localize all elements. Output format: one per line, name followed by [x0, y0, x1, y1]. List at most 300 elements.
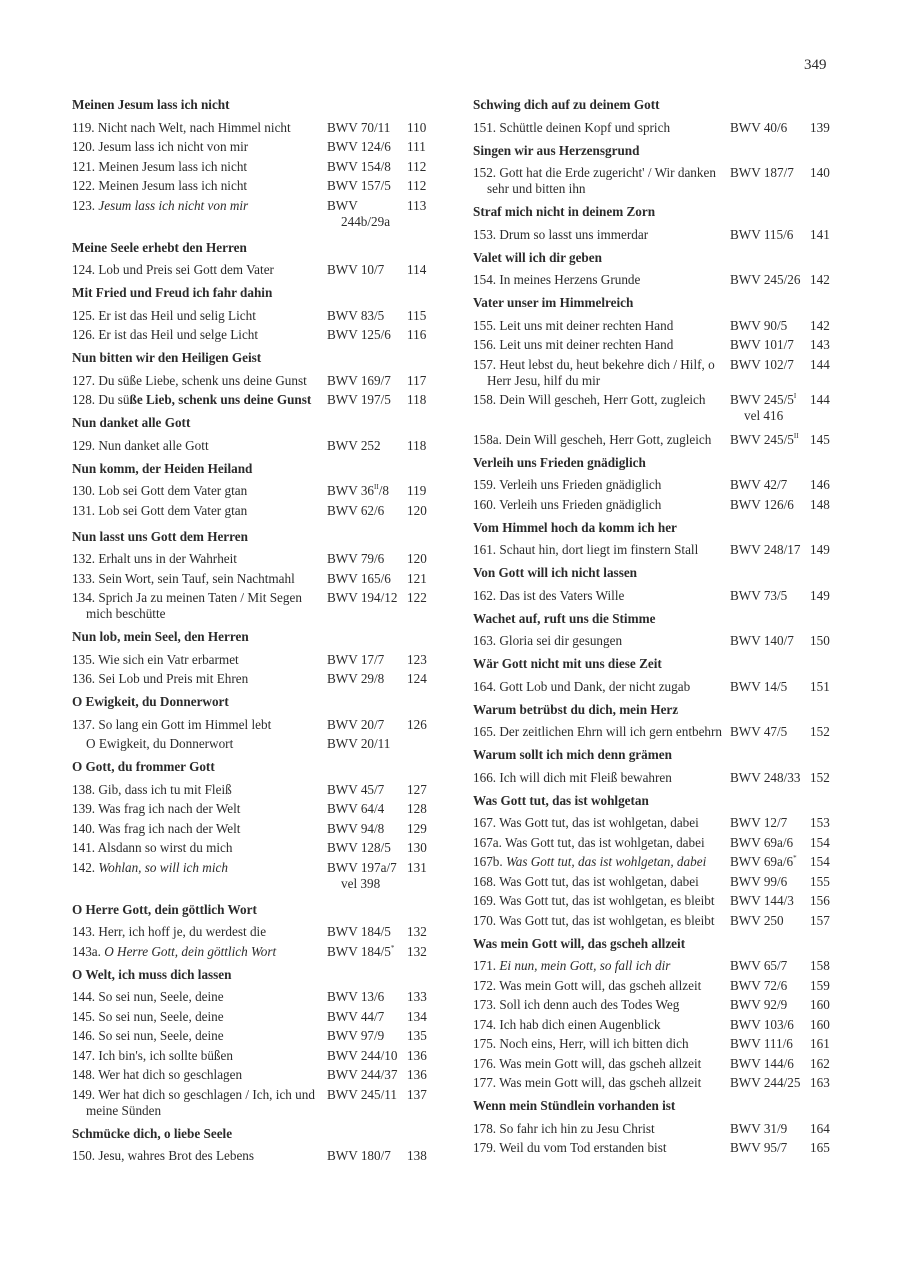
bwv-number: BWV 29/8 — [327, 671, 385, 686]
bwv-number: BWV 125/6 — [327, 327, 391, 342]
chorale-heading: Von Gott will ich nicht lassen — [473, 565, 638, 580]
index-entry — [473, 831, 835, 851]
index-entry — [473, 1137, 835, 1157]
bwv-number: BWV 14/5 — [730, 678, 788, 694]
entry-title-cell — [473, 770, 730, 786]
entry-title-cell — [72, 1028, 327, 1044]
bwv-cell — [730, 913, 810, 929]
bwv-number: BWV 79/6 — [327, 551, 385, 566]
entry-title-cell — [72, 717, 327, 733]
chorale-heading: Valet will ich dir geben — [473, 249, 602, 265]
bwv-cell — [327, 1028, 407, 1044]
entry-number: 166. — [473, 769, 497, 785]
entry-title: Erhalt uns in der Wahrheit — [98, 551, 237, 566]
chorale-section — [473, 701, 835, 741]
index-entry — [473, 334, 835, 354]
chorale-section — [72, 239, 432, 279]
index-entry — [72, 856, 432, 892]
page-reference: 162 — [810, 1055, 830, 1071]
entry-title-cell — [473, 120, 730, 136]
bwv-number: BWV 245/5 — [730, 392, 794, 407]
entry-title: Drum so lasst uns immerdar — [499, 226, 649, 242]
chorale-heading: Nun danket alle Gott — [72, 415, 191, 430]
bwv-cell — [730, 997, 810, 1013]
page-reference: 115 — [407, 307, 427, 323]
entry-number: 143. — [72, 924, 96, 939]
bwv-number: BWV 17/7 — [327, 651, 385, 667]
entry-title: Dein Will gescheh, Herr Gott, zugleich — [499, 392, 706, 407]
entry-title: Alsdann so wirst du mich — [97, 840, 233, 855]
chorale-heading: Warum betrübst du dich, mein Herz — [473, 701, 679, 717]
entry-title: So fahr ich hin zu Jesu Christ — [499, 1120, 655, 1136]
index-entry — [473, 1117, 835, 1137]
bwv-cell — [730, 770, 810, 786]
index-entry — [473, 721, 835, 741]
bwv-superscript: * — [390, 943, 395, 952]
index-entry — [72, 668, 432, 688]
bwv-cell — [327, 198, 407, 230]
entry-title-cell — [72, 944, 327, 960]
page-reference: 144 — [810, 356, 830, 372]
entry-title: Schaut hin, dort liegt im finstern Stall — [499, 542, 699, 557]
index-entry — [72, 499, 432, 519]
entry-title-cell — [72, 840, 327, 856]
entry-number: 139. — [72, 801, 96, 816]
bwv-number: BWV 47/5 — [730, 724, 788, 739]
page-reference: 112 — [407, 158, 427, 174]
bwv-number: BWV 194/12 — [327, 590, 398, 605]
bwv-second-line: vel 398 — [341, 875, 381, 891]
entry-title: Lob sei Gott dem Vater gtan — [98, 502, 248, 518]
index-entry — [473, 870, 835, 890]
chorale-heading: Schwing dich auf zu deinem Gott — [473, 97, 660, 112]
bwv-cell — [730, 165, 810, 197]
index-entry — [72, 940, 432, 960]
bwv-cell — [327, 924, 407, 940]
page-reference: 160 — [810, 1016, 830, 1032]
index-entry — [473, 851, 835, 871]
chorale-heading: Schmücke dich, o liebe Seele — [72, 1125, 233, 1141]
entry-number: 159. — [473, 477, 497, 492]
entry-number: 121. — [72, 158, 96, 174]
page-reference: 155 — [810, 873, 830, 889]
bwv-cell — [327, 178, 407, 194]
page-reference: 149 — [810, 587, 830, 603]
bwv-number: BWV 245/11 — [327, 1086, 397, 1102]
entry-title-cell — [473, 815, 730, 831]
bwv-cell — [730, 588, 810, 604]
page-reference: 132 — [407, 924, 427, 939]
bwv-cell — [327, 671, 407, 687]
page-reference: 140 — [810, 165, 830, 180]
bwv-cell — [730, 497, 810, 513]
index-entry — [473, 1033, 835, 1053]
entry-title: Heut lebst du, heut bekehre dich / Hilf, o Herr Jesu, hilf du mir — [487, 356, 715, 388]
bwv-cell — [327, 1067, 407, 1083]
entry-title: Was frag ich nach der Welt — [98, 820, 241, 836]
index-entry — [473, 584, 835, 604]
chorale-section — [72, 528, 432, 623]
bwv-number: BWV 144/6 — [730, 1055, 794, 1071]
index-entry — [473, 116, 835, 136]
entry-title-cell — [72, 736, 327, 752]
entry-number: 125. — [72, 307, 96, 323]
entry-number: 130. — [72, 483, 96, 498]
bwv-number: BWV 102/7 — [730, 356, 794, 372]
bwv-cell — [327, 736, 407, 752]
entry-title-cell — [72, 551, 327, 567]
chorale-heading: Singen wir aus Herzensgrund — [473, 142, 640, 158]
entry-number: 132. — [72, 551, 96, 566]
bwv-cell — [327, 989, 407, 1005]
entry-title: Was Gott tut, das ist wohlgetan, dabei — [505, 834, 705, 850]
page-reference: 144 — [810, 392, 830, 407]
index-entry — [473, 675, 835, 695]
entry-number: 178. — [473, 1120, 497, 1136]
entry-number: 172. — [473, 977, 497, 993]
bwv-cell — [730, 893, 810, 909]
chorale-section — [473, 294, 835, 448]
entry-title: Dein Will gescheh, Herr Gott, zugleich — [505, 431, 712, 447]
index-entry — [72, 1064, 432, 1084]
entry-title-cell — [473, 272, 730, 288]
entry-title-cell — [473, 1036, 730, 1052]
bwv-number: BWV 197a/7 — [327, 859, 397, 875]
bwv-cell — [730, 1075, 810, 1091]
bwv-number: BWV 128/5 — [327, 840, 391, 855]
bwv-cell — [730, 318, 810, 334]
bwv-number: BWV 184/5 — [327, 943, 391, 959]
entry-title-cell — [72, 198, 327, 230]
entry-number: 153. — [473, 226, 497, 242]
bwv-number: BWV 197/5 — [327, 392, 391, 407]
page-reference: 122 — [407, 590, 427, 605]
entry-title: Das ist des Vaters Wille — [499, 587, 625, 603]
index-entry — [72, 921, 432, 941]
chorale-heading: Wär Gott nicht mit uns diese Zeit — [473, 656, 662, 671]
entry-title: Lob und Preis sei Gott dem Vater — [98, 262, 274, 277]
page-reference: 150 — [810, 633, 830, 648]
entry-title-cell — [72, 924, 327, 940]
entry-title-cell — [473, 1056, 730, 1072]
page-reference: 111 — [407, 139, 426, 154]
page-reference: 113 — [407, 197, 427, 213]
index-entry — [72, 304, 432, 324]
bwv-superscript: * — [793, 854, 797, 862]
index-entry — [72, 1145, 432, 1165]
entry-title-cell — [72, 590, 327, 622]
entry-number: 122. — [72, 178, 96, 193]
entry-number: 176. — [473, 1055, 497, 1071]
entry-title-cell — [72, 782, 327, 798]
bwv-number: BWV 244/37 — [327, 1067, 398, 1082]
page-reference: 116 — [407, 327, 427, 342]
bwv-cell — [327, 373, 407, 389]
entry-title-cell — [473, 542, 730, 558]
index-entry — [72, 1044, 432, 1064]
entry-title-cell — [473, 165, 730, 197]
entry-number: 136. — [72, 671, 96, 686]
entry-title: So sei nun, Seele, deine — [98, 989, 224, 1004]
entry-title: In meines Herzens Grunde — [499, 272, 641, 287]
page-reference: 114 — [407, 262, 427, 277]
entry-title-cell — [72, 1067, 327, 1083]
bwv-cell — [327, 262, 407, 278]
page-reference: 146 — [810, 477, 830, 492]
entry-title: Du süße Liebe, schenk uns deine Gunst — [98, 372, 307, 388]
entry-title-cell — [72, 821, 327, 837]
entry-title-cell — [473, 1121, 730, 1137]
chorale-section — [473, 792, 835, 929]
bwv-number: BWV 187/7 — [730, 165, 794, 180]
bwv-number: BWV 69a/6 — [730, 854, 794, 869]
entry-title: Was Gott tut, das ist wohlgetan, dabei — [505, 854, 707, 869]
entry-title: Gott Lob und Dank, der nicht zugab — [499, 678, 691, 694]
page-reference: 123 — [407, 651, 427, 667]
page-reference: 128 — [407, 801, 427, 816]
page-reference: 165 — [810, 1140, 830, 1155]
bwv-number: BWV 31/9 — [730, 1120, 788, 1136]
entry-number: 129. — [72, 437, 96, 453]
bwv-cell — [327, 782, 407, 798]
page-reference: 136 — [407, 1047, 427, 1063]
page-reference: 154 — [810, 834, 830, 850]
chorale-heading: Nun komm, der Heiden Heiland — [72, 460, 253, 476]
index-entry — [72, 175, 432, 195]
index-entry — [72, 194, 432, 230]
bwv-number: BWV 252 — [327, 437, 381, 453]
bwv-second-line: 244b/29a — [341, 213, 391, 229]
bwv-cell — [730, 120, 810, 136]
page-reference: 142 — [810, 317, 830, 333]
index-entry — [72, 986, 432, 1006]
chorale-section — [473, 564, 835, 604]
bwv-number: BWV 245/26 — [730, 272, 801, 287]
index-entry — [473, 1072, 835, 1092]
bwv-cell — [327, 551, 407, 567]
bwv-number: BWV 101/7 — [730, 337, 794, 352]
entry-title-cell — [473, 392, 730, 424]
bwv-cell — [730, 854, 810, 870]
entry-number: 123. — [72, 197, 96, 213]
bwv-superscript: II — [793, 431, 799, 440]
page-reference: 130 — [407, 840, 427, 855]
entry-number: 126. — [72, 327, 96, 342]
chorale-heading: O Herre Gott, dein göttlich Wort — [72, 901, 257, 917]
page-reference: 156 — [810, 893, 830, 908]
bwv-number: BWV 40/6 — [730, 119, 788, 135]
entry-title: O Herre Gott, dein göttlich Wort — [104, 943, 277, 959]
bwv-number: BWV 72/6 — [730, 977, 788, 993]
entry-number: 158a. — [473, 431, 502, 447]
page-reference: 124 — [407, 671, 427, 686]
entry-title-cell — [473, 854, 730, 870]
entry-number: 162. — [473, 587, 497, 603]
entry-title-cell — [473, 1075, 730, 1091]
bwv-cell — [327, 717, 407, 733]
entry-number: 137. — [72, 716, 96, 732]
bwv-number: BWV 83/5 — [327, 307, 385, 323]
entry-title-cell — [72, 159, 327, 175]
bwv-number: BWV 10/7 — [327, 262, 385, 277]
index-entry — [473, 223, 835, 243]
bwv-number: BWV 248/33 — [730, 769, 801, 785]
entry-number: 142. — [72, 859, 96, 875]
entry-title: Jesu, wahres Brot des Lebens — [98, 1148, 255, 1163]
bwv-number: BWV 244/25 — [730, 1075, 801, 1090]
page-reference: 120 — [407, 502, 427, 518]
page-reference: 154 — [810, 854, 830, 869]
page-reference: 158 — [810, 958, 830, 973]
entry-title-cell — [473, 679, 730, 695]
chorale-heading: O Gott, du frommer Gott — [72, 759, 215, 774]
bwv-cell — [327, 159, 407, 175]
index-entry — [473, 353, 835, 389]
bwv-number: BWV 250 — [730, 912, 784, 928]
bwv-cell — [730, 1036, 810, 1052]
entry-number: 147. — [72, 1047, 96, 1063]
entry-number: 120. — [72, 139, 96, 154]
entry-title: Was Gott tut, das ist wohlgetan, dabei — [499, 873, 699, 889]
chorale-section — [72, 460, 432, 519]
page-reference: 160 — [810, 997, 830, 1012]
bwv-cell — [730, 337, 810, 353]
bwv-cell — [327, 120, 407, 136]
entry-number: 174. — [473, 1016, 497, 1032]
bwv-number: BWV 169/7 — [327, 372, 391, 388]
bwv-cell — [730, 272, 810, 288]
entry-title-cell — [72, 178, 327, 194]
chorale-heading: Was mein Gott will, das gscheh allzeit — [473, 935, 686, 951]
bwv-number: BWV 13/6 — [327, 989, 385, 1004]
bwv-number: BWV 12/7 — [730, 815, 788, 830]
index-entry — [72, 389, 432, 409]
bwv-cell — [327, 860, 407, 892]
entry-title: Gott hat die Erde zugericht' / Wir danken sehr und bitten ihn — [487, 165, 716, 196]
bwv-cell — [730, 392, 810, 424]
bwv-number: BWV 44/7 — [327, 1008, 385, 1024]
entry-title: Er ist das Heil und selge Licht — [98, 327, 259, 342]
bwv-cell — [730, 227, 810, 243]
bwv-cell — [327, 392, 407, 408]
bwv-number: BWV 45/7 — [327, 781, 385, 797]
entry-title: Leit uns mit deiner rechten Hand — [499, 337, 674, 352]
bwv-cell — [327, 801, 407, 817]
page-reference: 119 — [407, 483, 427, 498]
entry-number: 138. — [72, 781, 96, 797]
entry-number: 128. — [72, 392, 96, 407]
entry-number: 163. — [473, 633, 497, 648]
page-reference: 117 — [407, 372, 427, 388]
index-entry — [72, 480, 432, 500]
entry-title-cell — [72, 989, 327, 1005]
bwv-cell — [327, 652, 407, 668]
chorale-heading: Nun lob, mein Seel, den Herren — [72, 629, 249, 644]
entry-title: Verleih uns Frieden gnädiglich — [499, 496, 662, 512]
page-reference: 118 — [407, 392, 427, 407]
page-reference: 141 — [810, 226, 830, 242]
entry-number: 160. — [473, 496, 497, 512]
page-reference: 133 — [407, 989, 427, 1004]
index-entry — [72, 1005, 432, 1025]
entry-title-cell — [72, 860, 327, 892]
entry-title-cell — [473, 477, 730, 493]
bwv-cell — [730, 1017, 810, 1033]
bwv-number: BWV 73/5 — [730, 587, 788, 603]
entry-title-cell — [473, 432, 730, 448]
bwv-number: BWV 65/7 — [730, 958, 788, 973]
chorale-section — [72, 901, 432, 960]
bwv-number: BWV 69a/6 — [730, 834, 794, 850]
entry-title: Jesum lass ich nicht von mir — [98, 197, 249, 213]
bwv-cell — [327, 1048, 407, 1064]
bwv-number: BWV 95/7 — [730, 1140, 788, 1155]
index-entry — [473, 909, 835, 929]
bwv-number: BWV 36 — [327, 483, 375, 498]
chorale-heading: Verleih uns Frieden gnädiglich — [473, 454, 646, 470]
index-column-right — [473, 96, 835, 1162]
index-entry — [72, 136, 432, 156]
page-reference: 134 — [407, 1008, 427, 1024]
entry-number: 177. — [473, 1075, 497, 1090]
page-reference: 112 — [407, 178, 427, 193]
page-reference: 163 — [810, 1075, 830, 1090]
entry-title: Sei Lob und Preis mit Ehren — [98, 671, 249, 686]
bwv-cell — [730, 1121, 810, 1137]
page-reference — [407, 736, 432, 752]
index-entry — [473, 994, 835, 1014]
entry-title: Lob sei Gott dem Vater gtan — [98, 483, 248, 498]
bwv-cell — [327, 590, 407, 622]
chorale-heading: Meinen Jesum lass ich nicht — [72, 97, 230, 112]
chorale-heading: Nun lasst uns Gott dem Herren — [72, 528, 248, 544]
entry-title-cell — [473, 337, 730, 353]
entry-title: Was mein Gott will, das gscheh allzeit — [499, 1075, 702, 1090]
entry-number: 131. — [72, 502, 96, 518]
entry-number: 171. — [473, 958, 497, 973]
entry-title: Nicht nach Welt, nach Himmel nicht — [97, 119, 291, 135]
entry-title-cell — [72, 308, 327, 324]
entry-title-cell — [72, 438, 327, 454]
entry-title-cell — [72, 373, 327, 389]
chorale-section — [473, 1097, 835, 1156]
bwv-number: BWV 111/6 — [730, 1036, 793, 1051]
index-entry — [72, 324, 432, 344]
entry-title: So sei nun, Seele, deine — [98, 1008, 224, 1024]
page-reference: 151 — [810, 678, 830, 694]
bwv-cell — [327, 571, 407, 587]
page-reference: 143 — [810, 337, 830, 352]
entry-number: 179. — [473, 1140, 497, 1155]
entry-number: 164. — [473, 678, 497, 694]
entry-title: Jesum lass ich nicht von mir — [98, 139, 249, 154]
chorale-heading: Was Gott tut, das ist wohlgetan — [473, 792, 649, 808]
index-entry — [72, 817, 432, 837]
index-entry — [473, 474, 835, 494]
bwv-cell — [327, 821, 407, 837]
entry-title: Was Gott tut, das ist wohlgetan, dabei — [499, 815, 699, 830]
entry-number: 127. — [72, 372, 96, 388]
entry-title-cell — [72, 671, 327, 687]
page-number: 349 — [804, 57, 827, 73]
bwv-cell — [730, 978, 810, 994]
entry-title: Leit uns mit deiner rechten Hand — [499, 317, 674, 333]
index-entry — [473, 389, 835, 425]
index-entry — [473, 1013, 835, 1033]
page-reference: 142 — [810, 272, 830, 287]
chorale-heading: Wachet auf, ruft uns die Stimme — [473, 610, 656, 626]
bwv-number: BWV 184/5 — [327, 924, 391, 939]
